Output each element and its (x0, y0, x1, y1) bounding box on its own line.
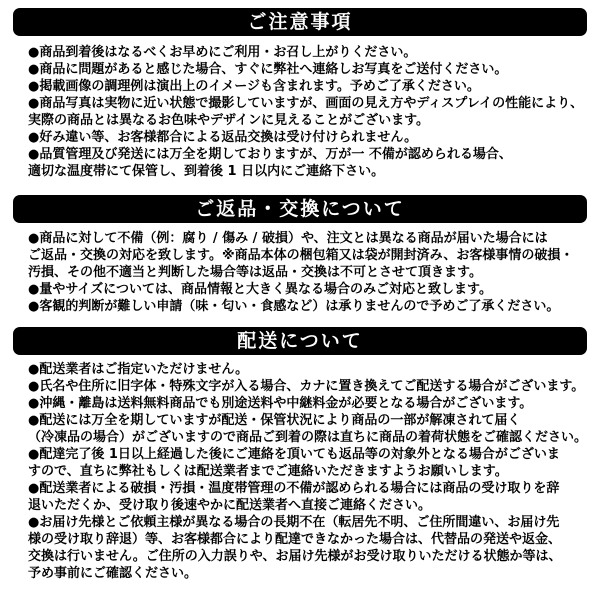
section-header-notice (13, 8, 587, 36)
notice-line: ●掲載画像の調理例は演出上のイメージも含まれます。予めご了承ください。 (28, 79, 480, 94)
notice-line: ●品質管理及び発送には万全を期しておりますが、万が一 不備が認められる場合、 (28, 147, 512, 162)
section-title-returns: ご返品・交換について (195, 198, 405, 220)
returns-line: ●商品に対して不備（例：腐り / 傷み / 破損）や、注文とは異なる商品が届いた場合には (28, 231, 548, 246)
shipping-line: ●配送業者はご指定いただけません。 (28, 362, 249, 377)
notice-line: 適切な温度帯にて保管し、到着後 1 日以内にご連絡下さい。 (28, 164, 385, 179)
notice-page (0, 8, 600, 600)
notice-line: ●商品写真は実物に近い状態で撮影していますが、画面の見え方やディスプレイの性能により、 (28, 96, 584, 111)
section-header-shipping (13, 327, 587, 355)
shipping-line: すので、直ちに弊社もしくは配送業者までご連絡いただきますようお願いします。 (28, 464, 508, 479)
shipping-line: ●配送業者による破損・汚損・温度帯管理の不備が認められる場合には商品の受け取りを辞 (28, 481, 560, 496)
shipping-line: ●配達完了後 1日以上経過した後にご連絡を頂いても返品等の対象外となる場合がございま (28, 447, 560, 462)
notice-line: ●商品到着後はなるべくお早めにご利用・お召し上がりください。 (28, 45, 417, 60)
section-title-shipping: 配送について (237, 330, 363, 352)
notice-line: 実際の商品とは異なるお色味やデザインに見えることがございます。 (28, 113, 430, 128)
section-title-notice: ご注意事項 (247, 11, 353, 33)
shipping-line: 予め事前にご確認ください。 (28, 566, 198, 581)
shipping-line: （冷凍品の場合）がございますので商品ご到着の際は直ちに商品の着荷状態をご確認ください。 (28, 430, 588, 445)
shipping-line: ●配送には万全を期していますが配送・保管状況により商品の一部が解凍されて届く (28, 413, 521, 428)
notice-line: ●商品に問題があると感じた場合、すぐに弊社へ連絡しお写真をご送付ください。 (28, 62, 508, 77)
shipping-line: ●お届け先様とご依頼主様が異なる場合の長期不在（転居先不明、ご住所間違い、お届け先 (28, 515, 560, 530)
section-body-returns (0, 230, 600, 315)
shipping-line: 様の受け取り辞退）等、お客様都合により配達できなかった場合は、代替品の発送や返金、 (28, 532, 562, 547)
returns-line: ●量やサイズについては、商品情報と大きく異なる場合のみご対応と致します。 (28, 282, 493, 297)
shipping-line: ●沖縄・離島は送料無料商品でも別途送料や中継料金が必要となる場合がございます。 (28, 396, 533, 411)
returns-line: ●客観的判断が難しい申請（味・匂い・食感など）は承りませんので予めご了承ください。 (28, 299, 560, 314)
shipping-line: ●氏名や住所に旧字体・特殊文字が入る場合、カナに置き換えてご配送する場合がございます。 (28, 379, 585, 394)
shipping-line: 交換は行いません。ご住所の入力誤りや、お届け先様がお受け取りいただける状態か等は、 (28, 549, 562, 564)
shipping-line: 退いただくか、受け取り後速やかに配送業者へ直接ご連絡ください。 (28, 498, 432, 513)
section-body-shipping (0, 361, 600, 582)
returns-line: 汚損、その他不適当と判断した場合等は返品・交換は不可とさせて頂きます。 (28, 265, 482, 280)
notice-line: ●好み違い等、お客様都合による返品交換は受け付けられません。 (28, 130, 418, 145)
returns-line: ご返品・交換の対応を致します。※商品本体の梱包箱又は袋が開封済み、お客様事情の破損・ (28, 248, 574, 263)
section-header-returns (13, 195, 587, 223)
section-body-notice (0, 44, 600, 180)
